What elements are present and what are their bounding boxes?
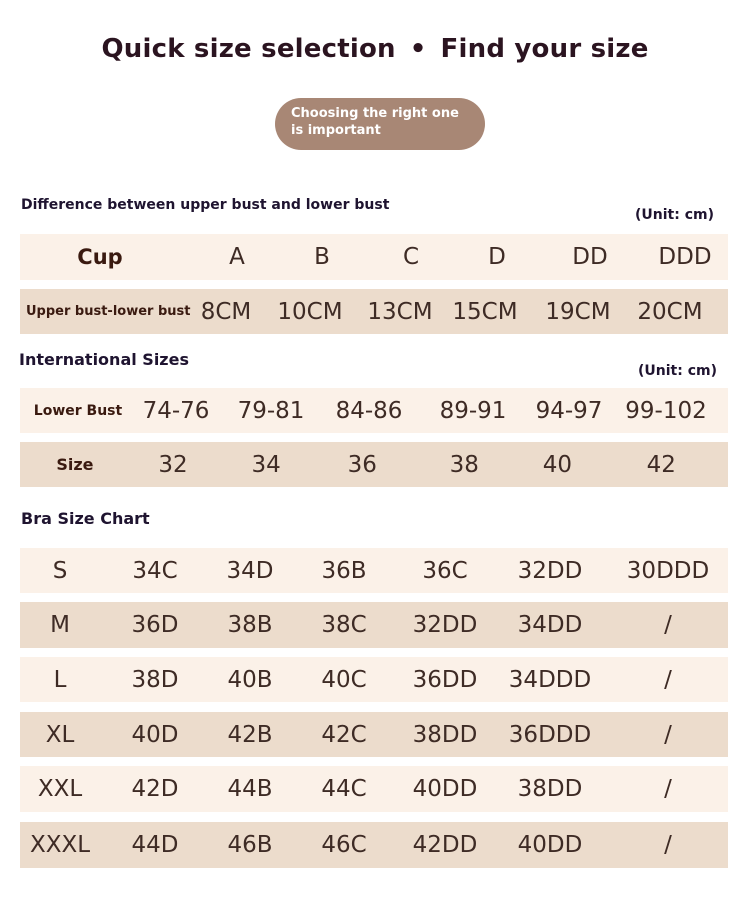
- table-cell: 36B: [321, 557, 367, 584]
- row-label: XXL: [37, 776, 83, 802]
- table-cell: DDD: [658, 244, 712, 270]
- title-right: Find your size: [440, 34, 649, 64]
- table-cell: 38: [449, 451, 479, 478]
- row-label: Cup: [77, 245, 123, 269]
- cup-table-caption: Difference between upper bust and lower bust: [21, 197, 390, 213]
- table-cell: A: [229, 244, 245, 270]
- table-cell: 42: [646, 451, 676, 478]
- table-cell: /: [664, 721, 672, 748]
- table-cell: 42DD: [412, 832, 478, 858]
- table-cell: 74-76: [142, 397, 210, 424]
- table-cell: 46B: [227, 832, 273, 858]
- table-cell: 34: [251, 451, 281, 478]
- table-cell: D: [488, 244, 506, 270]
- title-separator: •: [409, 34, 427, 64]
- table-cell: /: [664, 666, 672, 693]
- table-cell: /: [664, 776, 672, 802]
- intl-table-unit: (Unit: cm): [638, 363, 717, 379]
- table-cell: 20CM: [637, 298, 703, 325]
- table-row: [20, 766, 728, 812]
- page-title: [0, 34, 750, 64]
- table-row: [20, 442, 728, 487]
- table-cell: 34D: [226, 557, 274, 584]
- table-cell: 13CM: [367, 298, 433, 325]
- table-cell: 38B: [227, 612, 273, 638]
- table-cell: 42D: [131, 776, 179, 802]
- row-label: L: [53, 666, 67, 693]
- table-cell: 44B: [227, 776, 273, 802]
- table-row: [20, 234, 728, 280]
- importance-badge: Choosing the right one is important: [275, 98, 485, 150]
- table-cell: 36DD: [412, 666, 478, 693]
- table-cell: /: [664, 612, 672, 638]
- table-cell: DD: [572, 244, 608, 270]
- table-cell: 79-81: [237, 397, 305, 424]
- row-label: M: [50, 612, 70, 638]
- table-cell: 38DD: [412, 721, 478, 748]
- row-label: Lower Bust: [33, 402, 123, 419]
- table-cell: /: [664, 832, 672, 858]
- table-cell: 44C: [321, 776, 367, 802]
- table-cell: 15CM: [452, 298, 518, 325]
- row-label: Size: [56, 455, 94, 474]
- table-cell: 36C: [422, 557, 468, 584]
- table-cell: 38D: [131, 666, 179, 693]
- cup-table-unit: (Unit: cm): [635, 207, 714, 223]
- table-cell: 44D: [131, 832, 179, 858]
- table-cell: 32DD: [517, 557, 583, 584]
- table-cell: 42C: [321, 721, 367, 748]
- table-cell: 38DD: [517, 776, 583, 802]
- table-cell: B: [314, 244, 330, 270]
- table-cell: 34C: [132, 557, 178, 584]
- table-cell: 32: [158, 451, 188, 478]
- table-cell: 19CM: [545, 298, 611, 325]
- table-cell: 36: [347, 451, 377, 478]
- table-cell: 36DDD: [508, 721, 592, 748]
- row-label: S: [52, 557, 68, 584]
- table-row: [20, 548, 728, 593]
- table-cell: 40DD: [412, 776, 478, 802]
- row-label: XL: [45, 721, 75, 748]
- table-row: [20, 602, 728, 648]
- table-cell: 38C: [321, 612, 367, 638]
- table-cell: 84-86: [335, 397, 403, 424]
- table-cell: 8CM: [200, 298, 252, 325]
- table-cell: 40D: [131, 721, 179, 748]
- table-cell: 30DDD: [626, 557, 710, 584]
- table-cell: 40C: [321, 666, 367, 693]
- row-label: XXXL: [29, 832, 91, 858]
- title-left: Quick size selection: [101, 34, 396, 64]
- table-row: [20, 388, 728, 433]
- table-row: [20, 289, 728, 334]
- table-cell: 40: [542, 451, 573, 478]
- table-cell: 34DDD: [508, 666, 592, 693]
- table-cell: 34DD: [517, 612, 583, 638]
- table-cell: 99-102: [625, 397, 707, 424]
- table-cell: 40B: [227, 666, 273, 693]
- table-row: [20, 657, 728, 702]
- row-label: Upper bust-lower bust: [26, 304, 191, 319]
- intl-table-caption: International Sizes: [19, 350, 189, 369]
- table-row: [20, 712, 728, 757]
- table-cell: 10CM: [277, 298, 343, 325]
- table-cell: 32DD: [412, 612, 478, 638]
- table-row: [20, 822, 728, 868]
- table-cell: 36D: [131, 612, 179, 638]
- table-cell: 42B: [227, 721, 273, 748]
- table-cell: 94-97: [535, 397, 603, 424]
- table-cell: 46C: [321, 832, 367, 858]
- bra-table-caption: Bra Size Chart: [21, 509, 150, 528]
- table-cell: 40DD: [517, 832, 583, 858]
- table-cell: C: [402, 244, 420, 270]
- table-cell: 89-91: [439, 397, 507, 424]
